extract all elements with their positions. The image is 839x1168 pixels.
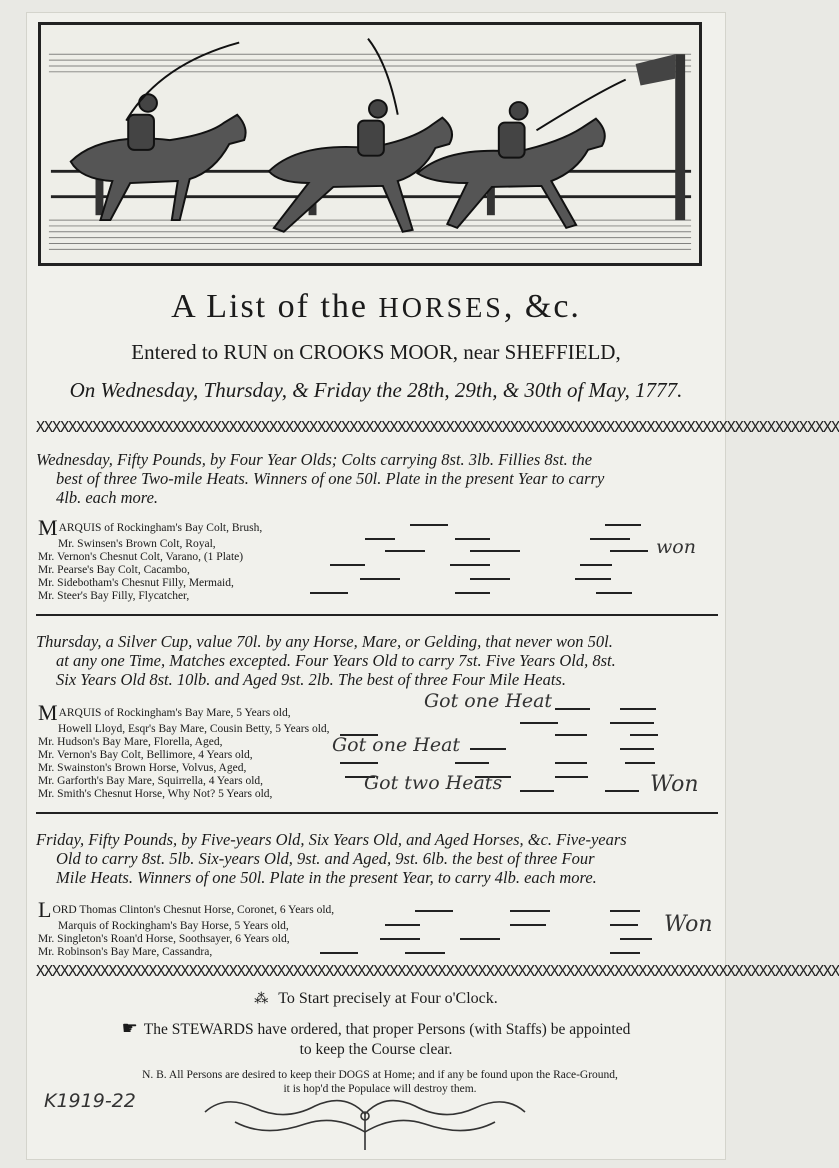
title-suffix: , &c.: [503, 288, 581, 325]
drop-cap: L: [38, 897, 52, 922]
thu-cond-line: at any one Time, Matches excepted. Four Years Old to carry 7st. Five Years Old, 8st.: [56, 651, 616, 670]
ornamental-rule: XXXXXXXXXXXXXXXXXXXXXXXXXXXXXXXXXXXXXXXXXXXXXXXXXXXXXXXXXXXXXXXXXXXXXXXXXXXXXXXXXXXXXXXXXXXXXXXXXXXX: [36, 418, 839, 436]
friday-conditions: [36, 830, 718, 887]
entry: Mr. Garforth's Bay Mare, Squirrella, 4 Years old,: [38, 775, 264, 787]
handwritten-note: Won: [650, 772, 699, 797]
thu-cond-line: Six Years Old 8st. 10lb. and Aged 9st. 2lb. The best of three Four Mile Heats.: [56, 670, 566, 689]
thursday-conditions: [36, 632, 718, 689]
entry: Mr. Singleton's Roan'd Horse, Soothsayer, 6 Years old,: [38, 933, 290, 945]
entry: Mr. Pearse's Bay Colt, Cacambo,: [38, 564, 190, 576]
entry: Mr. Steer's Bay Filly, Flycatcher,: [38, 590, 190, 602]
entry-text: ARQUIS of Rockingham's Bay Mare, 5 Years old,: [58, 707, 291, 719]
nb-line-1: N. B. All Persons are desired to keep their DOGS at Home; and if any be found upon the Race-Ground,: [142, 1069, 618, 1081]
horse-race-woodcut: [38, 22, 702, 266]
handwritten-note: won: [656, 536, 696, 558]
section-divider: [36, 812, 718, 814]
fri-cond-line: Old to carry 8st. 5lb. Six-years Old, 9st. and Aged, 9st. 6lb. the best of three Four: [56, 849, 595, 868]
entry: Mr. Swainston's Brown Horse, Volvus, Aged,: [38, 762, 247, 774]
handwritten-note: Got one Heat: [424, 690, 553, 712]
wed-cond-line: Wednesday, Fifty Pounds, by Four Year Olds; Colts carrying 8st. 3lb. Fillies 8st. the: [36, 450, 593, 469]
entry: Mr. Robinson's Bay Mare, Cassandra,: [38, 946, 213, 958]
entry-text: ORD Thomas Clinton's Chesnut Horse, Coronet, 6 Years old,: [52, 904, 335, 916]
catalogue-number: K1919-22: [44, 1090, 136, 1112]
entry: Mr. Vernon's Bay Colt, Bellimore, 4 Years old,: [38, 749, 253, 761]
asterism-icon: ⁂: [254, 992, 269, 1007]
venue-line: Entered to RUN on CROOKS MOOR, near SHEFFIELD,: [131, 340, 621, 364]
ornament-flourish: [195, 1092, 535, 1152]
drop-cap: M: [38, 515, 58, 540]
entry: Howell Lloyd, Esqr's Bay Mare, Cousin Betty, 5 Years old,: [58, 723, 330, 735]
stewards-line-2: to keep the Course clear.: [299, 1041, 453, 1058]
entry: Mr. Sidebotham's Chesnut Filly, Mermaid,: [38, 577, 234, 589]
handwritten-note: Got two Heats: [364, 772, 503, 794]
title-horses: HORSES: [378, 293, 504, 324]
wed-cond-line: 4lb. each more.: [56, 488, 159, 507]
thu-cond-line: Thursday, a Silver Cup, value 70l. by any Horse, Mare, or Gelding, that never won 50l.: [36, 632, 613, 651]
entry: Mr. Hudson's Bay Mare, Florella, Aged,: [38, 736, 223, 748]
start-text: To Start precisely at Four o'Clock.: [278, 990, 498, 1007]
entry: Mr. Vernon's Chesnut Colt, Varano, (1 Plate): [38, 551, 244, 563]
entry-text: ARQUIS of Rockingham's Bay Colt, Brush,: [58, 522, 263, 534]
drop-cap: M: [38, 700, 58, 725]
start-time: [0, 990, 752, 1008]
pointing-hand-icon: ☛: [121, 1018, 138, 1038]
wednesday-entries: [38, 515, 263, 603]
entry: [38, 700, 330, 725]
wed-cond-line: best of three Two-mile Heats. Winners of one 50l. Plate in the present Year to carry: [56, 469, 605, 488]
title-prefix: A List of the: [171, 288, 368, 325]
nb-line-2: it is hop'd the Populace will destroy them.: [283, 1083, 477, 1095]
entry: [38, 897, 335, 922]
thursday-entries: [38, 700, 330, 801]
section-divider: [36, 614, 718, 616]
dates-line: On Wednesday, Thursday, & Friday the 28th, 29th, & 30th of May, 1777.: [69, 378, 683, 402]
fri-cond-line: Friday, Fifty Pounds, by Five-years Old, Six Years Old, and Aged Horses, &c. Five-years: [36, 830, 627, 849]
entry: Mr. Smith's Chesnut Horse, Why Not? 5 Years old,: [38, 788, 273, 800]
handwritten-note: Won: [664, 912, 713, 937]
page-title: [0, 288, 752, 326]
ornamental-rule: XXXXXXXXXXXXXXXXXXXXXXXXXXXXXXXXXXXXXXXXXXXXXXXXXXXXXXXXXXXXXXXXXXXXXXXXXXXXXXXXXXXXXXXXXXXXXXXXXXXX: [36, 962, 839, 980]
entry: Marquis of Rockingham's Bay Horse, 5 Years old,: [58, 920, 289, 932]
fri-cond-line: Mile Heats. Winners of one 50l. Plate in the present Year, to carry 4lb. each more.: [56, 868, 597, 887]
friday-entries: [38, 897, 335, 959]
entry: [38, 515, 263, 540]
entry: Mr. Swinsen's Brown Colt, Royal,: [58, 538, 216, 550]
stewards-line-1: The STEWARDS have ordered, that proper Persons (with Staffs) be appointed: [143, 1021, 631, 1038]
wednesday-conditions: [36, 450, 718, 507]
stewards-notice: [36, 1018, 716, 1060]
handwritten-note: Got one Heat: [332, 734, 461, 756]
